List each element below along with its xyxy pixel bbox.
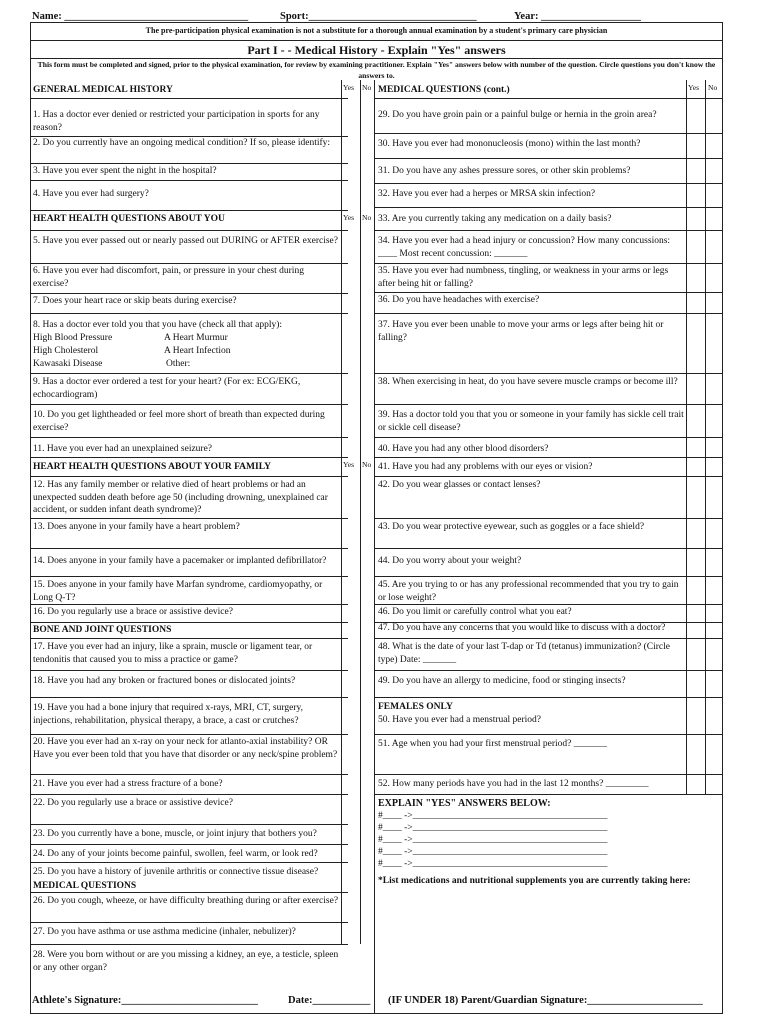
rule (30, 670, 348, 671)
rule (30, 862, 348, 863)
rule (374, 133, 723, 134)
no-label: No (362, 460, 372, 469)
rule (30, 210, 348, 211)
explain-line[interactable]: #____ ->_________________________________________ (378, 811, 608, 821)
question-7: 7. Does your heart race or skip beats during exercise? (33, 296, 237, 306)
rule (30, 734, 348, 735)
year-field[interactable]: Year: ___________________ (514, 11, 641, 22)
rule (374, 604, 723, 605)
question-22: 22. Do you regularly use a brace or assistive device? (33, 798, 233, 808)
rule (374, 292, 723, 293)
question-3: 3. Have you ever spent the night in the hospital? (33, 166, 217, 176)
rule (30, 98, 348, 99)
rule (374, 518, 723, 519)
rule (374, 373, 723, 374)
question-21: 21. Have you ever had a stress fracture of a bone? (33, 779, 223, 789)
exam-disclaimer: The pre-participation physical examination is not a substitute for a thorough annual examination by a student's primary care physician (145, 26, 608, 35)
rule (30, 476, 348, 477)
no-label: No (708, 83, 718, 92)
explain-line[interactable]: #____ ->_________________________________________ (378, 835, 608, 845)
no-label: No (362, 213, 372, 222)
rule (30, 622, 348, 623)
q8-option-high-blood-pressure[interactable]: High Blood Pressure (33, 333, 113, 343)
rule (374, 183, 723, 184)
yes-label: Yes (343, 213, 355, 222)
rule (30, 794, 348, 795)
question-44: 44. Do you worry about your weight? (378, 556, 522, 566)
explain-line[interactable]: #____ ->_________________________________________ (378, 859, 608, 869)
question-1: 1. Has a doctor ever denied or restricted your participation in sports for any reason? (33, 110, 320, 133)
question-17: 17. Have you ever had an injury, like a sprain, muscle or ligament tear, or tendonitis that caused you to miss a practice or game? (33, 642, 313, 665)
name-field[interactable]: Name: ___________________________________ (32, 11, 249, 22)
rule (30, 844, 348, 845)
question-24: 24. Do any of your joints become painful, swollen, feel warm, or look red? (33, 849, 318, 859)
sport-field[interactable]: Sport:________________________________ (280, 11, 477, 22)
question-25: 25. Do you have a history of juvenile arthritis or connective tissue disease? (33, 867, 319, 877)
rule (374, 207, 723, 208)
rule (374, 404, 723, 405)
question-19: 19. Have you had a bone injury that required x-rays, MRI, CT, surgery, injections, rehabilitation, physical therapy, a brace, a cast or crutches? (33, 703, 303, 726)
question-31: 31. Do you have any ashes pressure sores, or other skin problems? (378, 166, 631, 176)
rule (374, 230, 723, 231)
question-8: 8. Has a doctor ever told you that you have (check all that apply): (33, 320, 283, 330)
rule (374, 437, 723, 438)
question-50: 50. Have you ever had a menstrual period? (378, 715, 542, 725)
rule (30, 293, 348, 294)
part-title: Part I - - Medical History - Explain "Yes" answers (247, 43, 506, 57)
rule (30, 638, 348, 639)
question-34: 34. Have you ever had a head injury or concussion? How many concussions: ____ Most recent concussion: _______ (378, 236, 671, 259)
rule (374, 697, 723, 698)
question-35: 35. Have you ever had numbness, tingling, or weakness in your arms or legs after being hit or falling? (378, 266, 669, 289)
rule (30, 922, 348, 923)
q8-option-high-cholesterol[interactable]: High Cholesterol (33, 346, 99, 356)
section-heading-females: FEMALES ONLY (378, 702, 453, 712)
question-2: 2. Do you currently have an ongoing medical condition? If so, please identify: (33, 138, 331, 148)
section-heading-general: GENERAL MEDICAL HISTORY (33, 85, 173, 95)
guardian-signature-field[interactable]: (IF UNDER 18) Parent/Guardian Signature:______________________ (388, 995, 703, 1006)
question-52: 52. How many periods have you had in the last 12 months? _________ (378, 779, 649, 789)
question-14: 14. Does anyone in your family have a pacemaker or implanted defibrillator? (33, 556, 327, 566)
question-33: 33. Are you currently taking any medication on a daily basis? (378, 214, 612, 224)
question-18: 18. Have you had any broken or fractured bones or dislocated joints? (33, 676, 296, 686)
question-12: 12. Has any family member or relative died of heart problems or had an unexpected sudden death before age 50 (including drowning, unexplained car accident, or sudden infant death syndrome)? (33, 480, 328, 515)
rule (374, 158, 723, 159)
question-39: 39. Has a doctor told you that you or someone in your family has sickle cell trait or sickle cell disease? (378, 410, 684, 433)
question-28: 28. Were you born without or are you missing a kidney, an eye, a testicle, spleen or any other organ? (33, 950, 339, 973)
question-45: 45. Are you trying to or has any professional recommended that you try to gain or lose weight? (378, 580, 679, 603)
question-41: 41. Have you had any problems with our eyes or vision? (378, 462, 593, 472)
question-38: 38. When exercising in heat, do you have severe muscle cramps or become ill? (378, 377, 678, 387)
question-11: 11. Have you ever had an unexplained seizure? (33, 444, 213, 454)
question-16: 16. Do you regularly use a brace or assistive device? (33, 607, 233, 617)
col-divider (686, 80, 687, 794)
question-20: 20. Have you ever had an x-ray on your neck for atlanto-axial instability? OR Have you ever been told that you have that disorder or any neck/spine problem? (33, 737, 338, 760)
question-29: 29. Do you have groin pain or a painful bulge or hernia in the groin area? (378, 110, 657, 120)
question-49: 49. Do you have an allergy to medicine, food or stinging insects? (378, 676, 626, 686)
explain-heading: EXPLAIN "YES" ANSWERS BELOW: (378, 798, 551, 809)
col-divider (705, 80, 706, 794)
question-36: 36. Do you have headaches with exercise? (378, 295, 540, 305)
rule (30, 263, 348, 264)
question-42: 42. Do you wear glasses or contact lenses? (378, 480, 541, 490)
question-9: 9. Has a doctor ever ordered a test for your heart? (For ex: ECG/EKG, echocardiogram) (33, 377, 301, 400)
rule (374, 670, 723, 671)
yes-label: Yes (343, 460, 355, 469)
rule (30, 944, 348, 945)
rule (374, 794, 723, 795)
question-43: 43. Do you wear protective eyewear, such as goggles or a face shield? (378, 522, 645, 532)
section-heading-bone: BONE AND JOINT QUESTIONS (33, 625, 172, 635)
question-15: 15. Does anyone in your family have Marfan syndrome, cardiomyopathy, or Long Q-T? (33, 580, 323, 603)
question-48: 48. What is the date of your last T-dap or Td (tetanus) immunization? (Circle type) Date: _______ (378, 642, 670, 665)
rule (30, 824, 348, 825)
rule (374, 263, 723, 264)
q8-option-heart-infection[interactable]: A Heart Infection (164, 346, 231, 356)
explain-line[interactable]: #____ ->_________________________________________ (378, 823, 608, 833)
rule (30, 457, 348, 458)
question-23: 23. Do you currently have a bone, muscle, or joint injury that bothers you? (33, 829, 317, 839)
rule (30, 404, 348, 405)
question-27: 27. Do you have asthma or use asthma medicine (inhaler, nebulizer)? (33, 927, 296, 937)
question-46: 46. Do you limit or carefully control what you eat? (378, 607, 572, 617)
signature-date-field[interactable]: Date:___________ (288, 995, 371, 1006)
rule (30, 163, 348, 164)
question-10: 10. Do you get lightheaded or feel more short of breath than expected during exercise? (33, 410, 325, 433)
rule (30, 576, 348, 577)
rule (30, 40, 723, 41)
rule (30, 58, 723, 59)
rule (30, 518, 348, 519)
rule (30, 548, 348, 549)
question-5: 5. Have you ever passed out or nearly passed out DURING or AFTER exercise? (33, 236, 338, 246)
question-40: 40. Have you had any other blood disorders? (378, 444, 549, 454)
rule (374, 576, 723, 577)
rule (30, 774, 348, 775)
rule (374, 476, 723, 477)
explain-line[interactable]: #____ ->_________________________________________ (378, 847, 608, 857)
section-heading-medical-cont: MEDICAL QUESTIONS (cont.) (378, 85, 510, 95)
question-6: 6. Have you ever had discomfort, pain, or pressure in your chest during exercise? (33, 266, 304, 289)
rule (30, 230, 348, 231)
question-51: 51. Age when you had your first menstrual period? _______ (378, 739, 608, 749)
question-32: 32. Have you ever had a herpes or MRSA skin infection? (378, 189, 596, 199)
question-37: 37. Have you ever been unable to move your arms or legs after being hit or falling? (378, 320, 664, 343)
section-heading-family: HEART HEALTH QUESTIONS ABOUT YOUR FAMILY (33, 462, 272, 472)
no-label: No (362, 83, 372, 92)
rule (374, 313, 723, 314)
q8-option-heart-murmur[interactable]: A Heart Murmur (164, 333, 228, 343)
rule (374, 548, 723, 549)
medications-note: *List medications and nutritional supplements you are currently taking here: (378, 876, 691, 886)
rule (30, 437, 348, 438)
question-4: 4. Have you ever had surgery? (33, 189, 149, 199)
rule (30, 697, 348, 698)
question-30: 30. Have you ever had mononucleosis (mono) within the last month? (378, 139, 641, 149)
q8-option-kawasaki[interactable]: Kawasaki Disease (33, 359, 103, 369)
q8-option-other[interactable]: Other: (166, 359, 191, 369)
yes-label: Yes (343, 83, 355, 92)
question-26: 26. Do you cough, wheeze, or have difficulty breathing during or after exercise? (33, 896, 339, 906)
rule (30, 604, 348, 605)
question-13: 13. Does anyone in your family have a heart problem? (33, 522, 240, 532)
rule (374, 457, 723, 458)
col-divider (360, 80, 361, 944)
rule (374, 638, 723, 639)
section-heading-medical: MEDICAL QUESTIONS (33, 881, 137, 891)
rule (374, 98, 723, 99)
section-heading-heart: HEART HEALTH QUESTIONS ABOUT YOU (33, 214, 225, 224)
col-divider (374, 80, 375, 1014)
rule (30, 373, 348, 374)
form-instructions: This form must be completed and signed, prior to the physical examination, for review by examining practitioner. Explain "Yes" answers below with number of the question. Circle questions you don't know the answers to. (37, 60, 716, 80)
athlete-signature-field[interactable]: Athlete's Signature:__________________________ (32, 995, 258, 1006)
yes-label: Yes (688, 83, 700, 92)
rule (374, 734, 723, 735)
question-47: 47. Do you have any concerns that you would like to discuss with a doctor? (378, 623, 666, 633)
rule (374, 774, 723, 775)
rule (30, 313, 348, 314)
rule (30, 180, 348, 181)
